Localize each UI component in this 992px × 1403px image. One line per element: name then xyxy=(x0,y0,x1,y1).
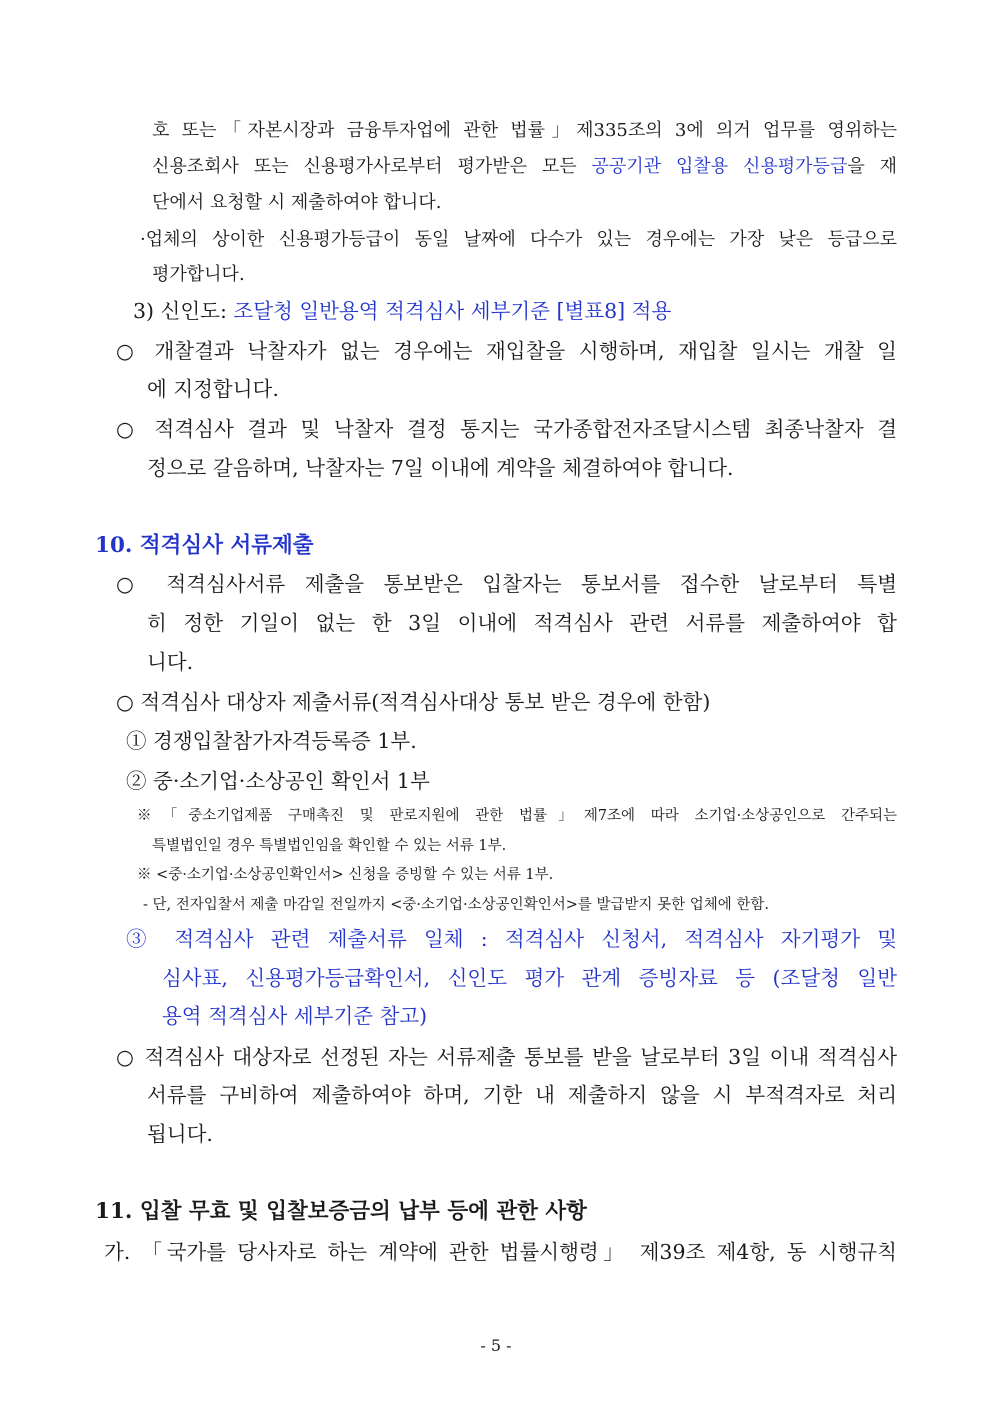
paragraph-line: 됩니다. xyxy=(147,1122,213,1146)
note-line: ※「중소기업제품 구매촉진 및 판로지원에 관한 법률」제7조에 따라 소기업·소상공인으로 간주되는 xyxy=(137,808,897,824)
text-span: 을 재 xyxy=(847,156,897,177)
note-line: - 단, 전자입찰서 제출 마감일 전일까지 <중·소기업·소상공인확인서>를 발급받지 못한 업체에 한함. xyxy=(143,897,769,913)
paragraph-line: ○ 적격심사 대상자 제출서류(적격심사대상 통보 받은 경우에 한함) xyxy=(116,690,711,714)
page-number: - 5 - xyxy=(480,1336,512,1355)
paragraph-line xyxy=(152,152,897,178)
section-heading: 10. 적격심사 서류제출 xyxy=(95,533,314,558)
list-item: 심사표, 신용평가등급확인서, 신인도 평가 관계 증빙자료 등 (조달청 일반 xyxy=(162,966,897,990)
paragraph-line: ○ 개찰결과 낙찰자가 없는 경우에는 재입찰을 시행하며, 재입찰 일시는 개찰 일 xyxy=(116,339,897,363)
text-span: 신용조회사 또는 신용평가사로부터 평가받은 모든 xyxy=(152,156,592,177)
criteria-label: 3) 신인도: xyxy=(133,299,234,323)
criteria-value: 조달청 일반용역 적격심사 세부기준 [별표8] 적용 xyxy=(233,299,672,323)
paragraph-line: 히 정한 기일이 없는 한 3일 이내에 적격심사 관련 서류를 제출하여야 합 xyxy=(147,611,897,635)
section-heading: 11. 입찰 무효 및 입찰보증금의 납부 등에 관한 사항 xyxy=(95,1199,587,1224)
paragraph-line: 정으로 갈음하며, 낙찰자는 7일 이내에 계약을 체결하여야 합니다. xyxy=(147,456,734,480)
paragraph-line: ○ 적격심사 대상자로 선정된 자는 서류제출 통보를 받을 날로부터 3일 이내 적격심사 xyxy=(116,1045,897,1069)
list-item: ② 중·소기업·소상공인 확인서 1부 xyxy=(126,769,430,793)
paragraph-line: 호 또는「자본시장과 금융투자업에 관한 법률」제335조의 3에 의거 업무를 영위하는 xyxy=(152,120,897,141)
list-item: ③ 적격심사 관련 제출서류 일체 : 적격심사 신청서, 적격심사 자기평가 및 xyxy=(126,927,897,951)
paragraph-line: 에 지정합니다. xyxy=(147,377,279,401)
paragraph-line: ○ 적격심사서류 제출을 통보받은 입찰자는 통보서를 접수한 날로부터 특별 xyxy=(116,572,897,596)
paragraph-line: 가. 「국가를 당사자로 하는 계약에 관한 법률시행령」 제39조 제4항, 동 시행규칙 xyxy=(104,1240,897,1264)
highlighted-term: 공공기관 입찰용 신용평가등급 xyxy=(591,156,848,177)
bullet-line: ·업체의 상이한 신용평가등급이 동일 날짜에 다수가 있는 경우에는 가장 낮은 등급으로 xyxy=(140,229,897,250)
criteria-line xyxy=(133,294,671,324)
list-item: ① 경쟁입찰참가자격등록증 1부. xyxy=(126,729,417,753)
list-item: 용역 적격심사 세부기준 참고) xyxy=(162,1004,428,1028)
note-line: 특별법인일 경우 특별법인임을 확인할 수 있는 서류 1부. xyxy=(152,838,507,854)
paragraph-line: 니다. xyxy=(147,650,194,674)
note-line: ※ <중·소기업·소상공인확인서> 신청을 증빙할 수 있는 서류 1부. xyxy=(137,867,554,883)
paragraph-line: ○ 적격심사 결과 및 낙찰자 결정 통지는 국가종합전자조달시스템 최종낙찰자 결 xyxy=(116,417,897,441)
paragraph-line: 단에서 요청할 시 제출하여야 합니다. xyxy=(152,192,442,213)
bullet-line: 평가합니다. xyxy=(152,264,245,285)
paragraph-line: 서류를 구비하여 제출하여야 하며, 기한 내 제출하지 않을 시 부적격자로 처리 xyxy=(147,1083,897,1107)
